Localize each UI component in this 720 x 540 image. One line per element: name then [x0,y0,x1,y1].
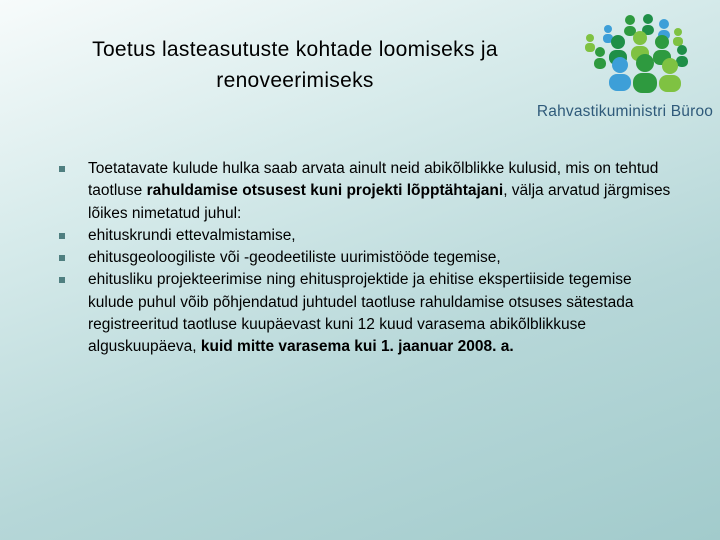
item-bold-text: rahuldamise otsusest kuni projekti lõpptähtajani [146,182,504,200]
item-text: ehitusliku projekteerimise ning ehitusprojektide ja ehitise ekspertiiside tegemise kulude puhul võib põhjendatud juhtudel taotluse rahuldamise otsuses sätestada registreeritud taotluse kuupäevast kuni 12 kuud varasema abikõlblikkuse alguskuupäeva, [88,271,634,356]
title-line-1: Toetus lasteasutuste kohtade loomiseks ja [92,38,498,61]
item-text: ehituskrundi ettevalmistamise, [88,226,296,244]
list-item [58,225,678,247]
title-line-2: renoveerimiseks [216,69,374,92]
people-group-icon [560,8,700,103]
logo-text: Rahvastikuministri Büroo [536,103,714,120]
bullet-list [58,158,678,359]
item-text-end: , välja arvatud järgmises lõikes nimetatud juhul: [88,182,671,222]
list-item [58,269,678,358]
slide-title [30,34,560,96]
bullet-marker [59,233,65,239]
bullet-marker [59,255,65,261]
item-text: Toetatavate kulude hulka saab arvata ainult neid abikõlblikke kulusid, mis on tehtud taotluse [88,160,659,200]
bullet-marker [59,277,65,283]
bullet-marker [59,166,65,172]
list-item [58,158,678,225]
list-item [58,247,678,269]
ministry-logo [530,8,720,133]
item-bold-text: kuid mitte varasema kui 1. jaanuar 2008. a. [200,338,514,356]
item-text: ehitusgeoloogiliste või -geodeetiliste uurimistööde tegemise, [88,249,501,267]
